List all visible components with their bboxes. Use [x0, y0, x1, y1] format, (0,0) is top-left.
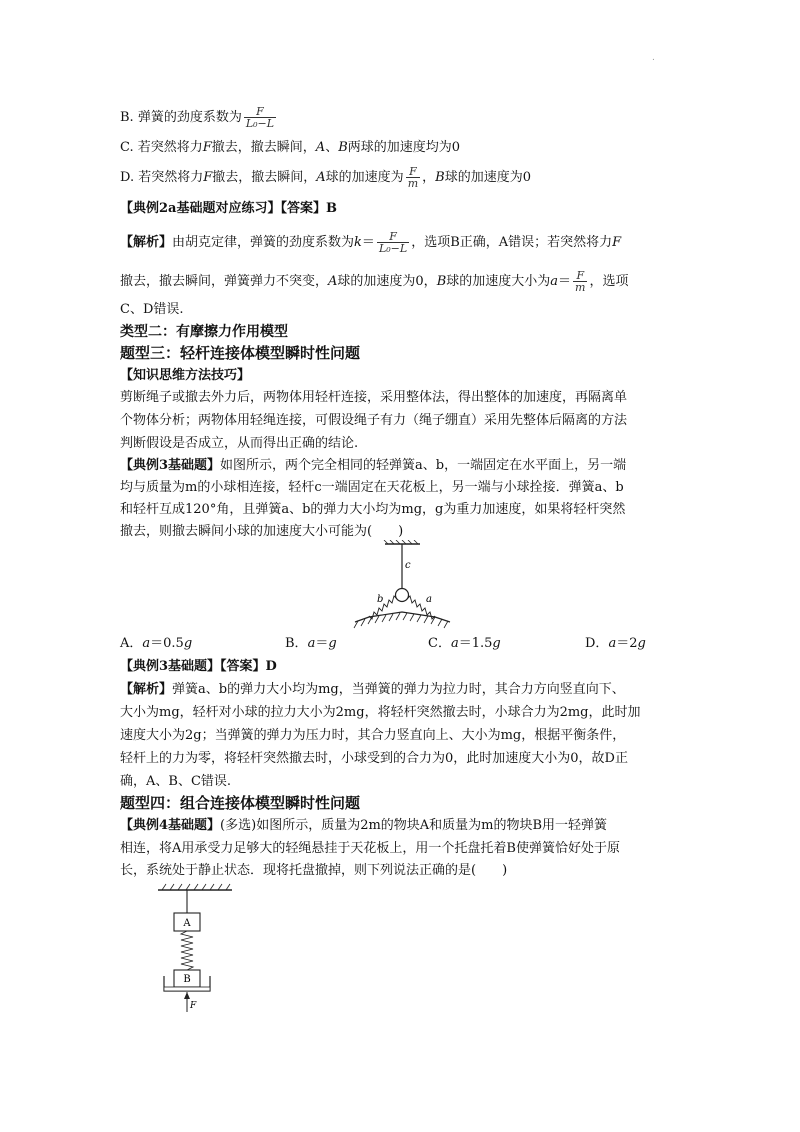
label-a: a — [426, 594, 432, 605]
analysis-2a-line1: 【解析】由胡克定律，弹簧的劲度系数为k＝ $\frac{F}{\text{L₀−L}}$ ，选项B正确，A错误；若突然将力F — [120, 230, 622, 255]
q4-stem-1: 【典例4基础题】(多选)如图所示，质量为2m的物块A和质量为m的物块B用一轻弹簧 — [120, 818, 608, 833]
q4-figure-blocks-spring — [150, 880, 240, 1020]
option-b — [120, 106, 278, 129]
fraction-stiffness: $\frac{F}{\text{L₀−L}}$ — [245, 105, 275, 130]
option-c: C. 若突然将力F撤去，撤去瞬间，A、B两球的加速度均为0 — [120, 140, 461, 155]
answer-2a: 【典例2a基础题对应练习】【答案】B — [120, 201, 337, 216]
q3-answer: 【典例3基础题】【答案】D — [120, 659, 277, 674]
force-label: F — [190, 1001, 197, 1011]
q3-option-c: C．a＝1.5g — [428, 636, 501, 651]
type-two-heading: 类型二：有摩擦力作用模型 — [120, 324, 288, 340]
q3-stem-2: 均与质量为m的小球相连接，轻杆c一端固定在天花板上，另一端与小球拴接．弹簧a、b — [120, 480, 624, 495]
label-c: c — [405, 560, 411, 571]
block-a-label: A — [183, 918, 191, 929]
q3-option-b: B．a＝g — [285, 636, 337, 651]
q3-tips-2: 个物体分析；两物体用轻绳连接，可假设绳子有力（绳子绷直）采用先整体后隔离的方法 — [120, 413, 628, 428]
option-d: D. 若突然将力F撤去，撤去瞬间，A球的加速度为 $\frac{F}{m}$ ，B球的加速度为0 — [120, 165, 531, 190]
analysis-2a-line3: C、D错误. — [120, 302, 184, 317]
analysis-2a-line2: 撤去，撤去瞬间，弹簧弹力不突变，A球的加速度为0，B球的加速度大小为a＝ $\frac{F}{m}$ ，选项 — [120, 269, 629, 294]
q3-analysis-2: 大小为mg，轻杆对小球的拉力大小为2mg，将轻杆突然撤去时，小球合力为2mg，此时加 — [120, 705, 641, 720]
q3-stem-3: 和轻杆互成120°角，且弹簧a、b的弹力大小均为mg，g为重力加速度，如果将轻杆突然 — [120, 502, 626, 517]
q3-option-a: A．a＝0.5g — [120, 636, 193, 651]
q3-analysis-3: 速度大小为2g；当弹簧的弹力为压力时，其合力竖直向上、大小为mg，根据平衡条件， — [120, 728, 626, 743]
q3-heading: 题型三：轻杆连接体模型瞬时性问题 — [120, 344, 361, 362]
q3-stem-4: 撤去，则撤去瞬间小球的加速度大小可能为( ) — [120, 524, 404, 539]
block-b-label: B — [183, 974, 191, 985]
q3-option-d: D．a＝2g — [585, 636, 646, 651]
q3-analysis-4: 轻杆上的力为零，将轻杆突然撤去时，小球受到的合力为0，此时加速度大小为0，故D正 — [120, 751, 628, 766]
q4-stem-2: 相连，将A用承受力足够大的轻绳悬挂于天花板上，用一个托盘托着B使弹簧恰好处于原 — [120, 841, 620, 856]
q3-tips-title: 【知识思维方法技巧】 — [120, 368, 251, 383]
option-b-text: B. 弹簧的劲度系数为 — [120, 110, 242, 125]
q3-tips-3: 判断假设是否成立，从而得出正确的结论. — [120, 436, 359, 451]
corner-mark: . — [652, 53, 655, 63]
q3-analysis-5: 确，A、B、C错误. — [120, 774, 232, 789]
fraction-accel: $\frac{F}{m}$ — [407, 165, 419, 190]
label-b: b — [377, 594, 384, 605]
q3-tips-1: 剪断绳子或撤去外力后，两物体用轻杆连接，采用整体法，得出整体的加速度，再隔离单 — [120, 390, 628, 405]
q3-figure-spring-ball — [340, 540, 480, 632]
q4-heading: 题型四：组合连接体模型瞬时性问题 — [120, 794, 361, 812]
q3-analysis-1: 【解析】弹簧a、b的弹力大小均为mg，当弹簧的弹力为拉力时，其合力方向竖直向下、 — [120, 682, 625, 697]
q4-stem-3: 长，系统处于静止状态．现将托盘撤掉，则下列说法正确的是( ) — [120, 863, 508, 878]
q3-stem-1: 【典例3基础题】如图所示，两个完全相同的轻弹簧a、b，一端固定在水平面上，另一端 — [120, 458, 627, 473]
